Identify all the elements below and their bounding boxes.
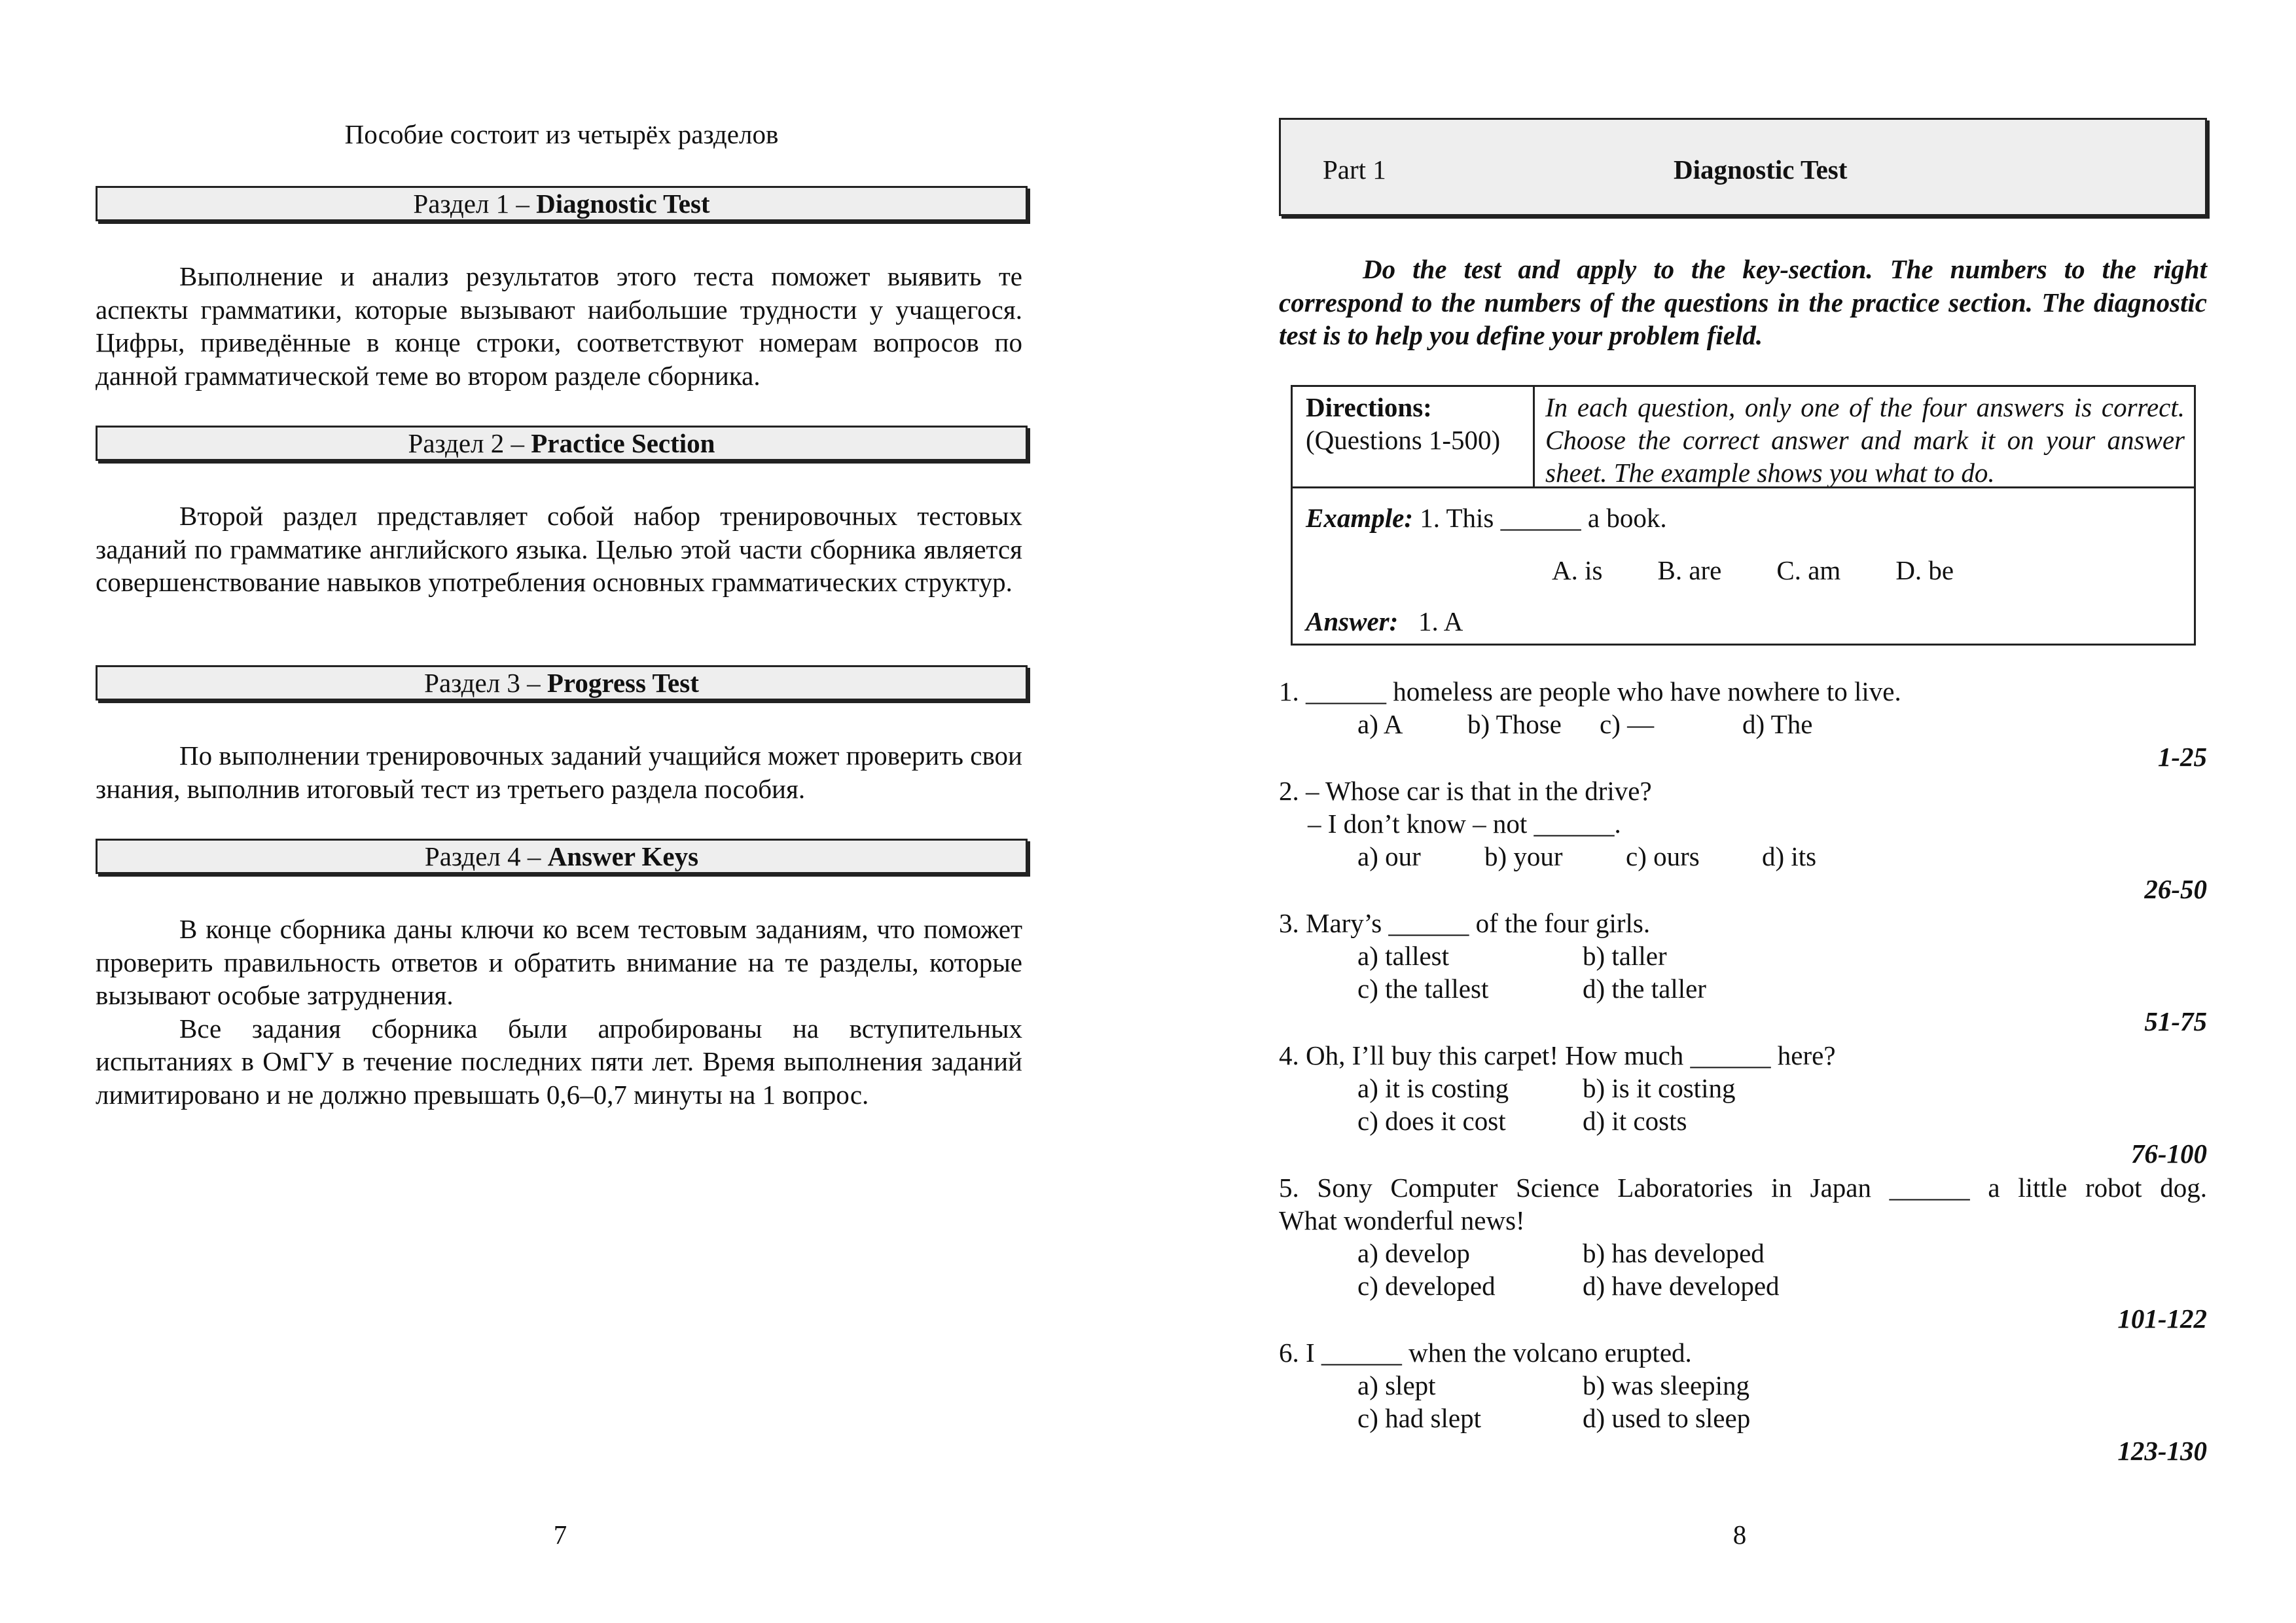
question-1-option: d) The (1742, 709, 1813, 739)
question-1-option: b) Those (1467, 709, 1562, 739)
question-6-option: c) had slept (1357, 1403, 1481, 1433)
section-2-header (96, 426, 1028, 461)
question-4-option: d) it costs (1583, 1106, 1687, 1136)
question-6-stem: 6. I ______ when the volcano erupted. (1279, 1338, 1692, 1368)
answer-text: 1. A (1418, 606, 1463, 636)
question-6-range: 123-130 (2117, 1436, 2207, 1466)
question-1-option: c) — (1600, 709, 1655, 739)
question-4-option: b) is it costing (1583, 1073, 1736, 1103)
section-2-title: Practice Section (531, 428, 715, 458)
paragraph: Выполнение и анализ результатов этого теста поможет выявить те аспекты грамматики, которые вызывают наибольшие трудности у учащегося. Цифры, приведённые в конце строки, соответствуют номерам вопросов по данной грамматической теме во втором разделе сборника. (96, 261, 1022, 391)
question-3-range: 51-75 (2144, 1006, 2207, 1036)
section-3-text (96, 739, 1022, 805)
section-1-prefix: Раздел 1 – (413, 189, 537, 219)
directions-text: In each question, only one of the four answers is correct. Choose the correct answer and mark it on your answer sheet. The example shows you what to do. (1545, 392, 2185, 488)
question-2-option: b) your (1484, 841, 1563, 871)
paragraph: Все задания сборника были апробированы на вступительных испытаниях в ОмГУ в течение последних пяти лет. Время выполнения заданий лимитировано и не должно превышать 0,6–0,7 минуты на 1 вопрос. (96, 1013, 1022, 1110)
question-2-stem-line2: – I don’t know – not ______. (1308, 809, 1621, 839)
paragraph: В конце сборника даны ключи ко всем тестовым заданиям, что поможет проверить правильность ответов и обратить внимание на те разделы, которые вызывают особые затруднения. (96, 914, 1022, 1010)
instructions-text: Do the test and apply to the key-section. The numbers to the right correspond to the numbers of the questions in the practice section. The diagnostic test is to help you define your problem field. (1279, 254, 2207, 350)
page-number: 8 (1732, 1520, 1747, 1550)
question-6-option: d) used to sleep (1583, 1403, 1751, 1433)
question-3-option: d) the taller (1583, 974, 1706, 1004)
example-option: A. is (1552, 555, 1603, 585)
instructions (1279, 253, 2207, 352)
question-2-option: a) our (1357, 841, 1421, 871)
question-3-option: a) tallest (1357, 941, 1450, 971)
page-number: 7 (553, 1520, 567, 1550)
directions-label-cell (1293, 387, 1535, 486)
example-label: Example: (1306, 503, 1413, 533)
example-line (1306, 502, 1667, 534)
part-label: Part 1 (1323, 155, 1386, 185)
question-5-option: b) has developed (1583, 1238, 1765, 1268)
answer-line (1306, 606, 1463, 637)
section-3-header (96, 665, 1028, 701)
question-1-option: a) A (1357, 709, 1403, 739)
directions-label: Directions: (1306, 392, 1432, 422)
question-4-range: 76-100 (2130, 1139, 2207, 1169)
question-5-range: 101-122 (2117, 1304, 2207, 1334)
question-6-option: b) was sleeping (1583, 1370, 1750, 1400)
directions-range: (Questions 1-500) (1306, 425, 1501, 455)
question-5-option: c) developed (1357, 1271, 1496, 1301)
intro-heading: Пособие состоит из четырёх разделов (344, 119, 779, 149)
question-4-stem: 4. Oh, I’ll buy this carpet! How much ______ here? (1279, 1040, 1836, 1070)
part-title: Diagnostic Test (1674, 155, 1848, 185)
section-1-text (96, 260, 1022, 392)
answer-label: Answer: (1306, 606, 1399, 636)
question-2-option: c) ours (1626, 841, 1700, 871)
section-1-header (96, 186, 1028, 221)
question-1-range: 1-25 (2157, 742, 2207, 772)
question-4-option: c) does it cost (1357, 1106, 1506, 1136)
example-option: D. be (1895, 555, 1954, 585)
section-4-text (96, 913, 1022, 1111)
example-text: 1. This ______ a book. (1420, 503, 1667, 533)
example-options (1552, 555, 2009, 586)
directions-table (1291, 385, 2196, 646)
question-2-option: d) its (1762, 841, 1817, 871)
section-2-text (96, 500, 1022, 599)
question-5-option: d) have developed (1583, 1271, 1780, 1301)
section-1-title: Diagnostic Test (536, 189, 710, 219)
question-2-stem: 2. – Whose car is that in the drive? (1279, 776, 1652, 806)
paragraph: По выполнении тренировочных заданий учащийся может проверить свои знания, выполнив итоговый тест из третьего раздела пособия. (96, 740, 1022, 804)
example-option: B. are (1657, 555, 1722, 585)
right-page (1148, 0, 2296, 1623)
section-4-header (96, 839, 1028, 874)
section-3-prefix: Раздел 3 – (424, 668, 547, 698)
question-4-option: a) it is costing (1357, 1073, 1509, 1103)
part-header (1279, 118, 2207, 216)
paragraph: Второй раздел представляет собой набор тренировочных тестовых заданий по грамматике английского языка. Целью этой части сборника является совершенствование навыков употребления основных грамматических структур. (96, 501, 1022, 597)
table-divider (1293, 486, 2194, 488)
question-1-stem: 1. ______ homeless are people who have nowhere to live. (1279, 676, 1901, 706)
question-3-option: c) the tallest (1357, 974, 1489, 1004)
question-3-stem: 3. Mary’s ______ of the four girls. (1279, 908, 1651, 938)
section-2-prefix: Раздел 2 – (408, 428, 531, 458)
example-option: C. am (1776, 555, 1841, 585)
section-4-title: Answer Keys (547, 841, 699, 871)
question-5-stem-line2: What wonderful news! (1279, 1205, 1525, 1235)
question-3-option: b) taller (1583, 941, 1667, 971)
section-4-prefix: Раздел 4 – (424, 841, 548, 871)
section-3-title: Progress Test (547, 668, 699, 698)
question-6-option: a) slept (1357, 1370, 1436, 1400)
question-2-range: 26-50 (2144, 874, 2207, 904)
question-5-stem: 5. Sony Computer Science Laboratories in Japan ______ a little robot dog. (1279, 1173, 2207, 1203)
question-5-option: a) develop (1357, 1238, 1470, 1268)
